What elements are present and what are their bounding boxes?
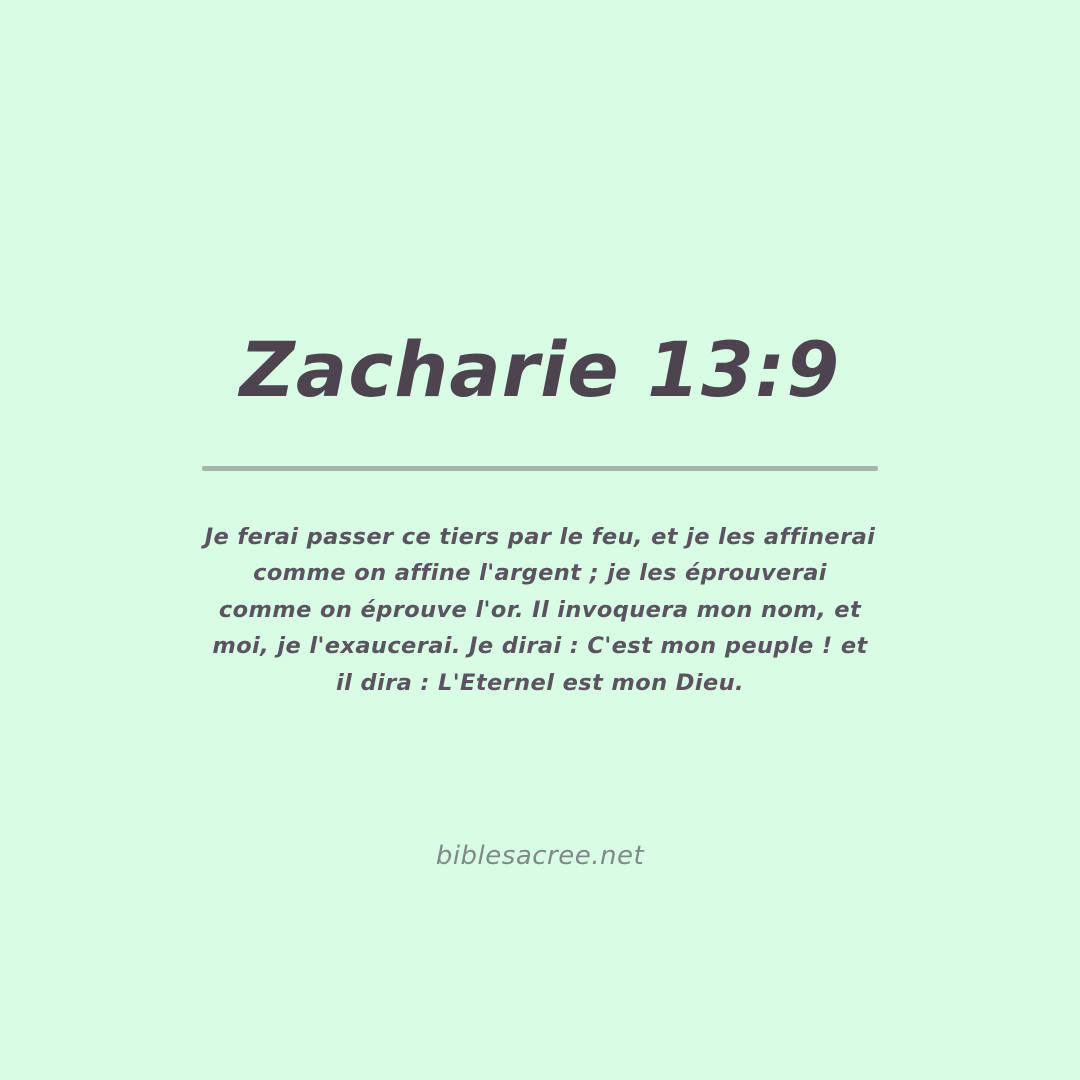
divider: [202, 466, 878, 471]
site-credit: biblesacree.net: [435, 840, 645, 871]
verse-text: Je ferai passer ce tiers par le feu, et je les affinerai comme on affine l'argent ; je les éprouverai comme on éprouve l'or. Il invoquera mon nom, et moi, je l'exaucerai. Je dirai : C'est mon peuple ! et il dira : L'Eternel est mon Dieu.: [204, 523, 876, 696]
verse-reference: Zacharie 13:9: [239, 325, 841, 414]
